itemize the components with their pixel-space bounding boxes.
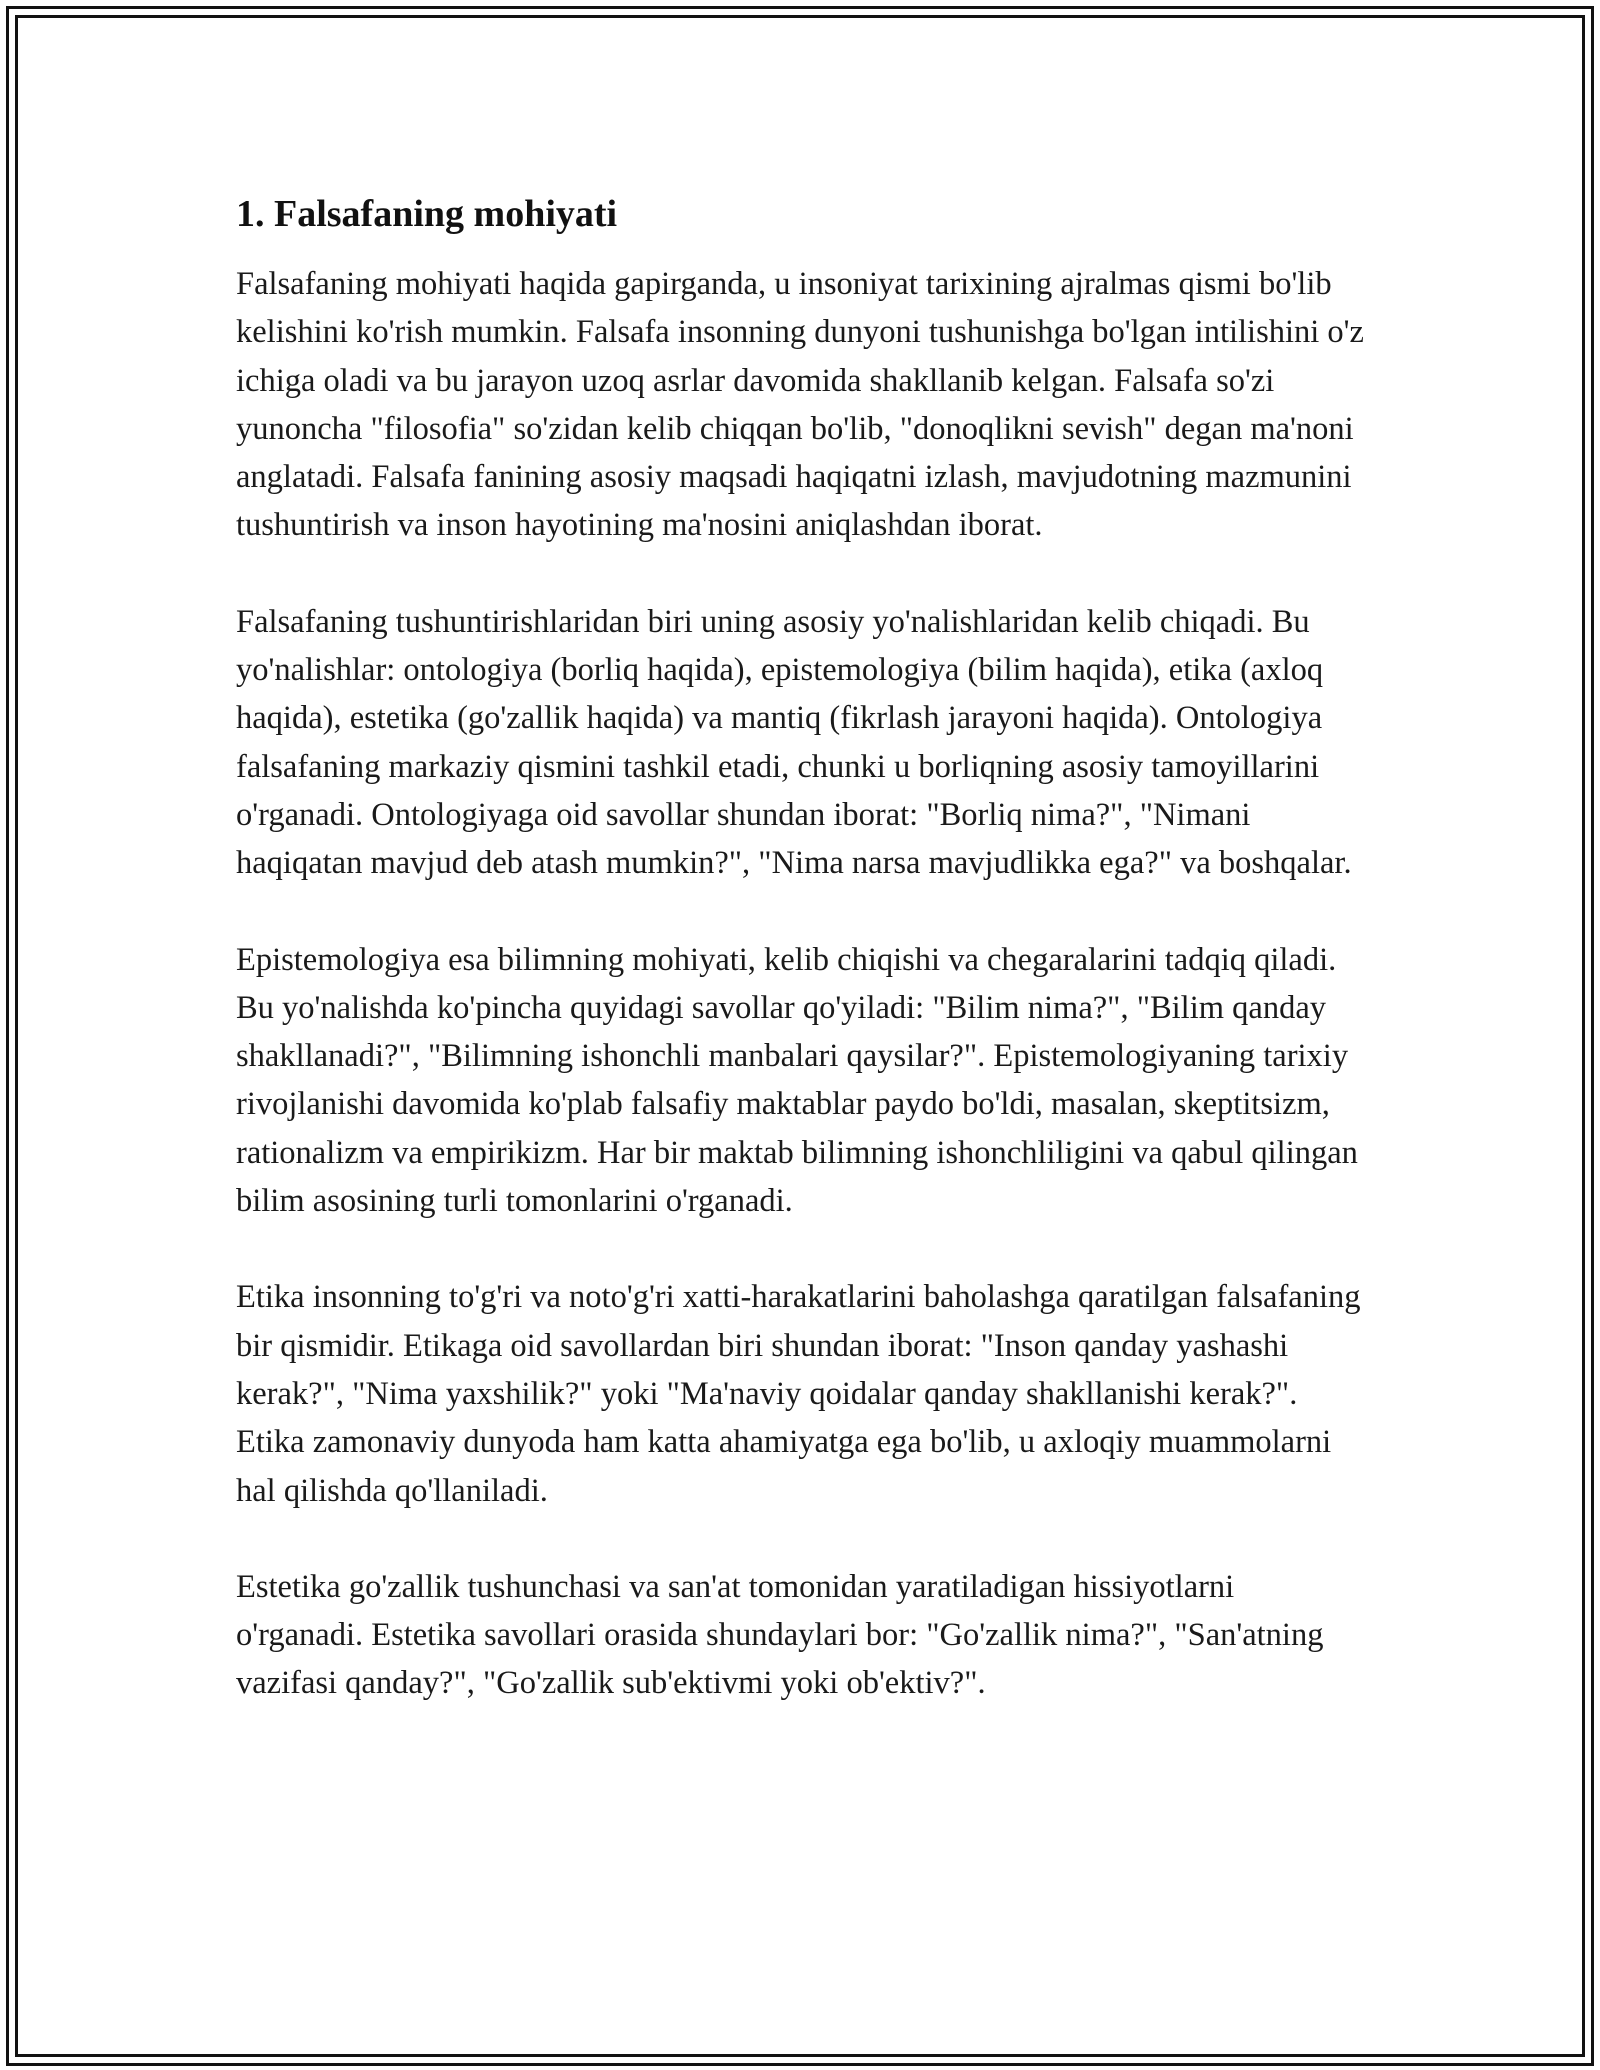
paragraph-aesthetics: Estetika go'zallik tushunchasi va san'at tomonidan yaratiladigan hissiyotlarni o'rganadi. Estetika savollari orasida shundaylari bor: "Go'zallik nima?", "San'atning vazifasi qanday?", "Go'zallik sub'ektivmi yoki ob'ektiv?".	[236, 1568, 1324, 1702]
paragraph-intro: Falsafaning mohiyati haqida gapirganda, u insoniyat tarixining ajralmas qismi bo'lib kelishini ko'rish mumkin. Falsafa insonning dunyoni tushunishga bo'lgan intilishini o'z ichiga oladi va bu jarayon uzoq asrlar davomida shakllanib kelgan. Falsafa so'zi yunoncha "filosofia" so'zidan kelib chiqqan bo'lib, "donoqlikni sevish" degan ma'noni anglatadi. Falsafa fanining asosiy maqsadi haqiqatni izlash, mavjudotning mazmunini tushuntirish va inson hayotining ma'nosini aniqlashdan iborat.	[236, 266, 1364, 544]
document-body	[236, 188, 1366, 1756]
section-heading: 1. Falsafaning mohiyati	[236, 193, 618, 235]
paragraph-epistemology: Epistemologiya esa bilimning mohiyati, kelib chiqishi va chegaralarini tadqiq qiladi. Bu yo'nalishda ko'pincha quyidagi savollar qo'yiladi: "Bilim nima?", "Bilim qanday shakllanadi?", "Bilimning ishonchli manbalari qaysilar?". Epistemologiyaning tarixiy rivojlanishi davomida ko'plab falsafiy maktablar paydo bo'ldi, masalan, skeptitsizm, rationalizm va empirikizm. Har bir maktab bilimning ishonchliligini va qabul qilingan bilim asosining turli tomonlarini o'rganadi.	[236, 941, 1358, 1220]
paragraph-ethics: Etika insonning to'g'ri va noto'g'ri xatti-harakatlarini baholashga qaratilgan falsafaning bir qismidir. Etikaga oid savollardan biri shundan iborat: "Inson qanday yashashi kerak?", "Nima yaxshilik?" yoki "Ma'naviy qoidalar qanday shakllanishi kerak?". Etika zamonaviy dunyoda ham katta ahamiyatga ega bo'lib, u axloqiy muammolarni hal qilishda qo'llaniladi.	[236, 1279, 1361, 1509]
paragraph-branches: Falsafaning tushuntirishlaridan biri uning asosiy yo'nalishlaridan kelib chiqadi. Bu yo'nalishlar: ontologiya (borliq haqida), epistemologiya (bilim haqida), etika (axloq haqida), estetika (go'zallik haqida) va mantiq (fikrlash jarayoni haqida). Ontologiya falsafaning markaziy qismini tashkil etadi, chunki u borliqning asosiy tamoyillarini o'rganadi. Ontologiyaga oid savollar shundan iborat: "Borliq nima?", "Nimani haqiqatan mavjud deb atash mumkin?", "Nima narsa mavjudlikka ega?" va boshqalar.	[236, 603, 1352, 882]
